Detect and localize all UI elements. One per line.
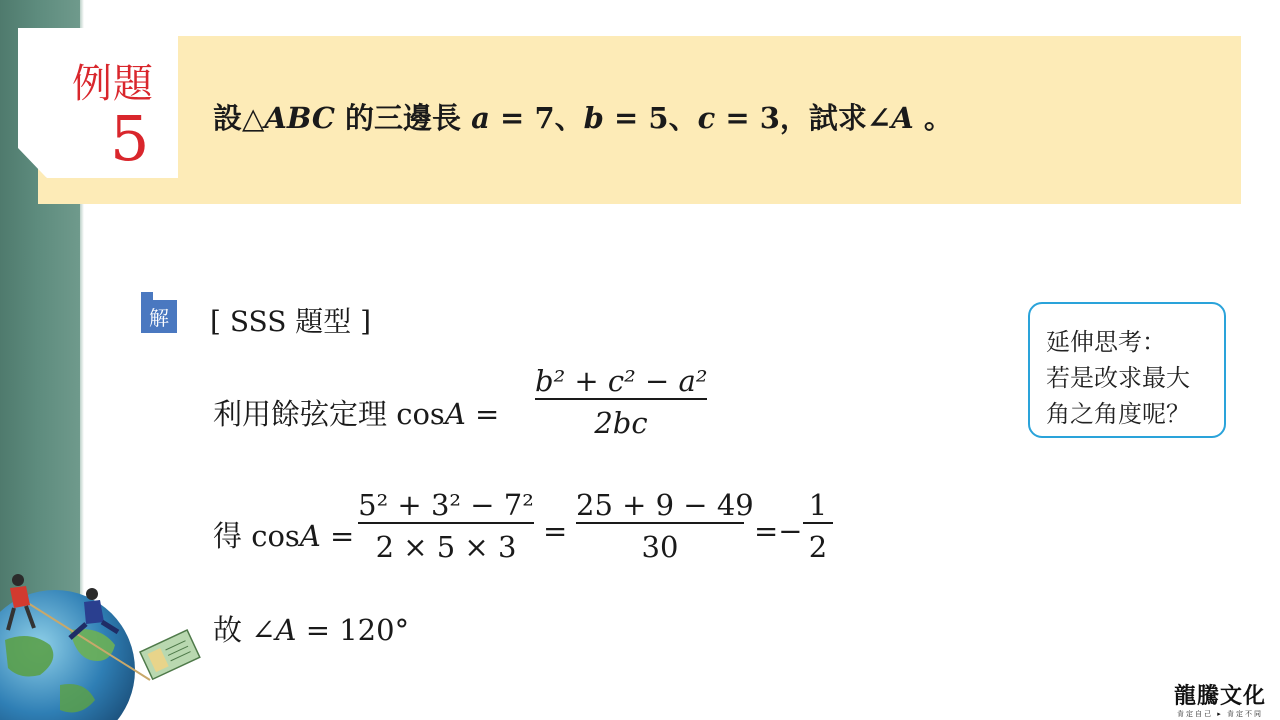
- globe-tug-of-war-illustration: [0, 560, 210, 720]
- substitution-numerator-1: 5² + 3² − 7²: [358, 488, 534, 522]
- problem-type-label: [ SSS 題型 ]: [210, 305, 372, 338]
- substitution-denominator-1: 2 × 5 × 3: [358, 522, 534, 564]
- law-of-cosines-denominator: 2bc: [535, 398, 707, 440]
- publisher-logo: [1170, 684, 1270, 718]
- banknote-icon: [140, 630, 200, 679]
- equals-negative-sign: =−: [754, 514, 803, 548]
- result-fraction: [803, 488, 833, 564]
- result-numerator: 1: [808, 488, 828, 522]
- substitution-fraction-2: [576, 488, 754, 564]
- equals-sign-2: =: [543, 514, 568, 548]
- example-label: 例題: [72, 61, 154, 107]
- substitution-fraction-1: [358, 488, 534, 564]
- law-of-cosines-lead: 利用餘弦定理 cosA =: [213, 397, 500, 431]
- logo-name: 龍騰文化: [1173, 684, 1266, 709]
- problem-statement: 設△ABC 的三邊長 a = 7、b = 5、c = 3，試求∠A 。: [213, 101, 953, 135]
- law-of-cosines-fraction: [535, 364, 707, 440]
- callout-line-3: 角之角度呢？: [1046, 400, 1190, 428]
- callout-line-1: 延伸思考：: [1046, 328, 1166, 356]
- law-of-cosines-numerator: b² + c² − a²: [535, 364, 708, 398]
- example-number: 5: [110, 102, 150, 175]
- logo-slogan: 肯定自己 ▸ 肯定不同: [1177, 710, 1263, 718]
- result-denominator: 2: [803, 522, 833, 564]
- conclusion: 故 ∠A = 120°: [213, 613, 410, 647]
- callout-line-2: 若是改求最大: [1046, 364, 1190, 392]
- extension-thinking-callout: [1028, 302, 1226, 438]
- substitution-lead: 得 cosA =: [213, 519, 355, 553]
- substitution-numerator-2: 25 + 9 − 49: [576, 488, 754, 522]
- solution-badge: 解: [141, 300, 177, 333]
- substitution-denominator-2: 30: [576, 522, 744, 564]
